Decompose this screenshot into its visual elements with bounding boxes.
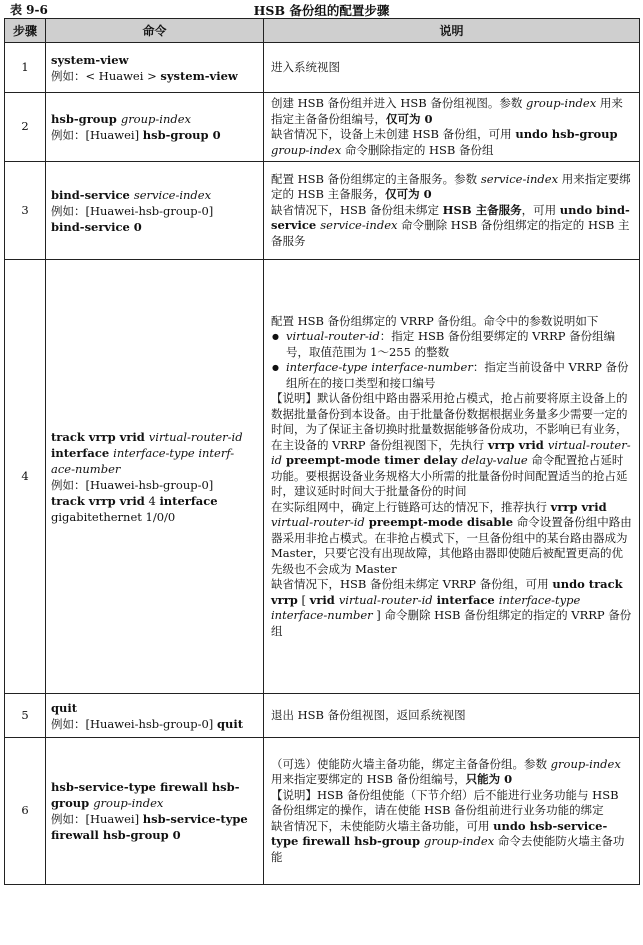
description-text: 命令去使能防火墙主备功能 — [271, 834, 625, 864]
table-number: 表 9-6 — [10, 3, 48, 17]
command-text: hsb-service-type firewall hsb-group — [51, 780, 240, 810]
description-text: interface-type interface-number — [271, 592, 581, 623]
example-text: hsb-service-type firewall hsb-group 0 — [51, 812, 248, 842]
description-text: 只能为 0 — [465, 772, 513, 787]
description-text: undo track vrrp — [271, 577, 623, 607]
description-text: （可选）使能防火墙主备功能，绑定主备备份组。参数 — [271, 756, 551, 771]
command-text: interface — [51, 445, 114, 460]
command-syntax — [51, 111, 258, 127]
description-text: virtual-router-id — [271, 437, 631, 468]
table-row — [5, 93, 640, 162]
table-row — [5, 694, 640, 738]
description-text: group-index — [424, 834, 495, 849]
command-cell — [46, 162, 264, 260]
example-text: track vrrp vrid — [51, 493, 145, 508]
description-text: 缺省情况下，HSB 备份组未绑定 VRRP 备份组，可用 — [271, 577, 553, 592]
description-cell — [264, 162, 640, 260]
command-cell — [46, 43, 264, 93]
description-text — [271, 60, 632, 76]
description-cell — [264, 738, 640, 885]
description-text: group-index — [550, 756, 621, 771]
command-example — [51, 811, 258, 843]
parameter-text: interface-type interface-number — [286, 360, 473, 375]
example-text: gigabitethernet 1/0/0 — [51, 509, 176, 524]
header-row — [5, 19, 640, 43]
description-cell — [264, 260, 640, 694]
example-text: hsb-group 0 — [142, 128, 221, 142]
command-text: hsb-group — [51, 112, 121, 126]
example-text: 例如：[Huawei-hsb-group-0] — [51, 477, 214, 492]
parameter-item — [286, 360, 632, 391]
example-text: 例如：[Huawei-hsb-group-0] — [51, 716, 217, 731]
description-text: 命令删除指定的 HSB 备份组 — [341, 142, 494, 157]
description-text: 缺省情况下，设备上未创建 HSB 备份组，可用 — [271, 127, 516, 141]
parameter-item — [286, 329, 632, 360]
description-text: 配置 HSB 备份组绑定的 VRRP 备份组。命令中的参数说明如下 — [271, 313, 599, 328]
description-text: delay-value — [461, 453, 528, 468]
step-number: 5 — [5, 694, 46, 738]
command-text: interface-type interf-ace-number — [51, 445, 235, 476]
description-text: preempt-mode disable — [364, 515, 514, 530]
example-text: 例如：[Huawei-hsb-group-0] — [51, 203, 214, 218]
command-syntax — [51, 52, 258, 68]
description-text: undo bind-service — [271, 202, 630, 233]
command-cell — [46, 694, 264, 738]
description-text: 用来指定要绑定的 HSB 备份组编号， — [271, 772, 466, 787]
step-number: 2 — [5, 93, 46, 162]
command-text: group-index — [120, 112, 192, 126]
command-cell — [46, 738, 264, 885]
example-text: 例如：< Huawei > — [51, 68, 161, 83]
description-text: 缺省情况下，HSB 备份组未绑定 — [271, 202, 443, 217]
parameter-text: virtual-router-id — [286, 329, 380, 344]
parameter-text: ：指定当前设备中 VRRP 备份组所在的接口类型和接口编号 — [286, 360, 629, 390]
command-text: system-view — [51, 52, 129, 67]
command-example — [51, 68, 258, 84]
table-row — [5, 260, 640, 694]
description-text: 在实际组网中，确定上行链路可达的情况下，推荐执行 — [271, 499, 551, 514]
command-syntax — [51, 429, 258, 477]
description-text: group-index — [271, 142, 342, 157]
description-cell — [264, 43, 640, 93]
example-text: quit — [216, 716, 244, 731]
description-text: undo hsb-service-type firewall hsb-group — [271, 818, 608, 849]
description-text: vrrp vrid — [550, 499, 607, 514]
table-row — [5, 162, 640, 260]
description-text: service-index — [480, 171, 559, 186]
command-syntax — [51, 700, 258, 716]
example-text: bind-service 0 — [51, 219, 142, 234]
config-steps-table — [4, 18, 640, 885]
description-text: 配置 HSB 备份组绑定的主备服务。参数 — [271, 171, 481, 186]
step-number: 6 — [5, 738, 46, 885]
step-number: 4 — [5, 260, 46, 694]
description-text: 创建 HSB 备份组并进入 HSB 备份组视图。参数 — [271, 96, 526, 110]
description-text — [271, 172, 632, 250]
table-row — [5, 43, 640, 93]
description-text: 命令配置抢占延时功能。要根据设备业务规格大小所需的批量备份时间配置适当的抢占延时，建议延时时间大于批量备份的时间 — [271, 453, 628, 499]
header-step: 步骤 — [5, 19, 46, 43]
description-cell — [264, 93, 640, 162]
description-text: ，可用 — [521, 202, 560, 217]
command-cell — [46, 93, 264, 162]
step-number: 3 — [5, 162, 46, 260]
description-text: 用来指定要绑定的 HSB 主备服务， — [271, 171, 631, 202]
header-description: 说明 — [264, 19, 640, 43]
command-example — [51, 716, 258, 732]
description-text: vrrp vrid — [487, 437, 548, 452]
command-text: virtual-router-id — [148, 429, 243, 444]
example-text: 例如：[Huawei] — [51, 128, 143, 142]
command-example — [51, 477, 258, 525]
command-syntax — [51, 779, 258, 811]
table-row — [5, 738, 640, 885]
description-text — [271, 391, 632, 639]
description-text — [271, 708, 632, 724]
example-text: system-view — [160, 68, 238, 83]
description-text: virtual-router-id — [338, 592, 433, 607]
command-text: track vrrp vrid — [51, 429, 149, 444]
description-text: virtual-router-id — [271, 515, 365, 530]
description-text: HSB 主备服务 — [442, 202, 522, 217]
command-text: service-index — [133, 187, 212, 202]
description-text: 缺省情况下，未使能防火墙主备功能，可用 — [271, 818, 494, 833]
description-text: group-index — [526, 96, 597, 110]
example-text: interface — [159, 493, 218, 508]
description-text: undo hsb-group — [515, 127, 618, 141]
description-text: 仅可为 0 — [386, 111, 433, 126]
description-text — [271, 96, 632, 158]
description-text: ] 命令删除 HSB 备份组绑定的指定的 VRRP 备份组 — [271, 608, 632, 638]
command-text: bind-service — [51, 187, 134, 202]
table-title: HSB 备份组的配置步骤 — [253, 3, 390, 18]
description-intro — [271, 314, 632, 330]
description-text: vrid — [309, 592, 339, 607]
description-text: service-index — [320, 218, 398, 233]
description-text: 命令删除 HSB 备份组绑定的指定的 HSB 主备服务 — [271, 218, 630, 248]
step-number: 1 — [5, 43, 46, 93]
parameter-list — [271, 329, 632, 391]
parameter-text: ：指定 HSB 备份组要绑定的 VRRP 备份组编号，取值范围为 1～255 的整数 — [286, 329, 616, 359]
description-text: 退出 HSB 备份组视图，返回系统视图 — [271, 707, 466, 722]
command-text: group-index — [93, 796, 164, 810]
description-text: 命令设置备份组中路由器采用非抢占模式。在非抢占模式下，一旦备份组中的某台路由器成为 Master，只要它没有出现故障，其他路由器即使随后被配置更高的优先级也不会成为 Master — [271, 515, 632, 576]
command-text: quit — [51, 700, 78, 715]
description-cell — [264, 694, 640, 738]
command-example — [51, 203, 258, 235]
description-text: 仅可为 0 — [385, 187, 432, 202]
command-example — [51, 127, 258, 143]
table-caption — [4, 0, 639, 16]
description-text: 【说明】默认备份组中路由器采用抢占模式，抢占前要将原主设备上的数据批量备份到本设备。由于批量备份数据根据业务量多少需要一定的时间，为了保证主备切换时批量数据能够备份成功，不影响已有业务，在主设备的 VRRP 备份组视图下，先执行 — [271, 391, 628, 452]
command-cell — [46, 260, 264, 694]
description-text: 进入系统视图 — [271, 59, 340, 74]
description-text: interface — [432, 592, 499, 607]
command-syntax — [51, 187, 258, 203]
description-text: 用来指定主备备份组编号， — [271, 96, 623, 126]
example-text: 例如：[Huawei] — [51, 812, 143, 826]
description-text: 【说明】HSB 备份组使能（下节介绍）后不能进行业务功能与 HSB 备份组绑定的操作，请在使能 HSB 备份组前进行业务功能的绑定 — [271, 787, 619, 818]
header-command: 命令 — [46, 19, 264, 43]
description-text: preempt-mode timer delay — [282, 453, 462, 468]
description-text — [271, 757, 632, 866]
description-text: [ — [297, 592, 310, 607]
example-text: 4 — [144, 493, 160, 508]
